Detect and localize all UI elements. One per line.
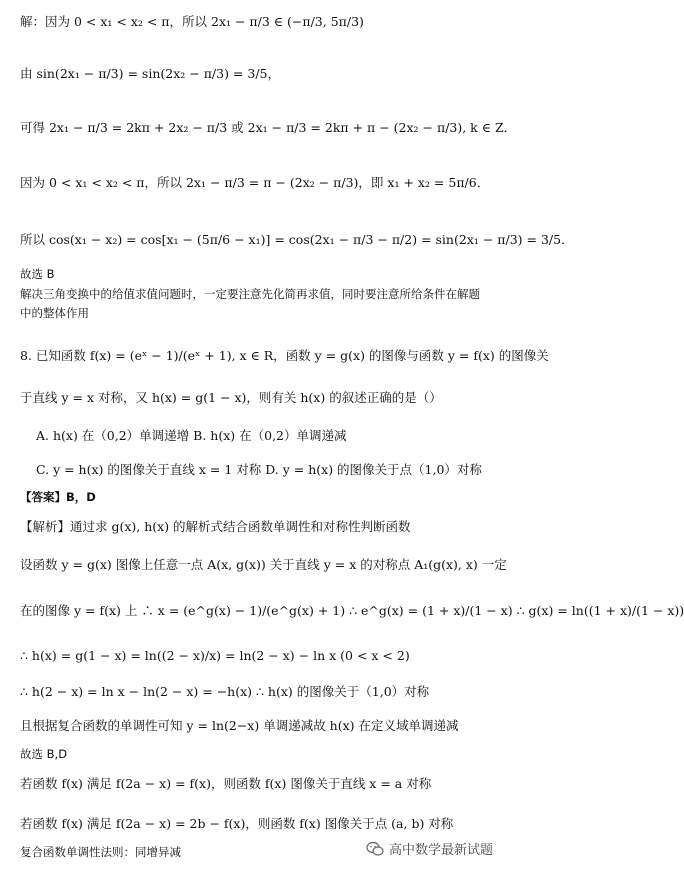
analysis-line: 【解析】通过求 g(x), h(x) 的解析式结合函数单调性和对称性判断函数 (20, 519, 411, 534)
options-row-ab: A. h(x) 在（0,2）单调递增 B. h(x) 在（0,2）单调递减 (36, 428, 347, 443)
watermark-text: 高中数学最新试题 (388, 843, 493, 858)
derivation-line-1: 设函数 y = g(x) 图像上任意一点 A(x, g(x)) 关于直线 y = x 的对称点 A₁(g(x), x) 一定 (20, 557, 507, 572)
solution-line-1: 解：因为 0 < x₁ < x₂ < π，所以 2x₁ − π/3 ∈ (−π/3, 5π/3) (20, 14, 364, 29)
derivation-line-4: ∴ h(2 − x) = ln x − ln(2 − x) = −h(x) ∴ h(x) 的图像关于（1,0）对称 (20, 684, 430, 699)
answer-line: 故选 B (20, 267, 55, 281)
choice-line: 故选 B,D (20, 747, 68, 761)
solution-line-3: 可得 2x₁ − π/3 = 2kπ + 2x₂ − π/3 或 2x₁ − π/3 = 2kπ + π − (2x₂ − π/3), k ∈ Z． (20, 120, 517, 135)
rule-line-2: 若函数 f(x) 满足 f(2a − x) = 2b − f(x)，则函数 f(x) 图像关于点 (a, b) 对称 (20, 816, 454, 831)
solution-line-4: 因为 0 < x₁ < x₂ < π，所以 2x₁ − π/3 = π − (2x₂ − π/3)，即 x₁ + x₂ = 5π/6． (20, 175, 490, 190)
derivation-line-2: 在的图像 y = f(x) 上 ∴ x = (e^g(x) − 1)/(e^g(x) + 1) ∴ e^g(x) = (1 + x)/(1 − x) ∴ g(x) = ln((1 + x)/(1 − x)) (20, 603, 684, 618)
options-row-cd: C. y = h(x) 的图像关于直线 x = 1 对称 D. y = h(x) 的图像关于点（1,0）对称 (36, 462, 482, 477)
answer-label: 【答案】B，D (20, 490, 96, 504)
note-line-1: 解决三角变换中的给值求值问题时，一定要注意先化简再求值，同时要注意所给条件在解题 (20, 287, 480, 301)
question-8-stem-2: 于直线 y = x 对称，又 h(x) = g(1 − x)，则有关 h(x) 的叙述正确的是（） (20, 390, 442, 405)
rule-line-3: 复合函数单调性法则：同增异减 (20, 845, 181, 859)
solution-line-5: 所以 cos(x₁ − x₂) = cos[x₁ − (5π/6 − x₁)] = cos(2x₁ − π/3 − π/2) = sin(2x₁ − π/3) = 3/5． (20, 232, 574, 247)
watermark (366, 839, 493, 858)
derivation-line-3: ∴ h(x) = g(1 − x) = ln((2 − x)/x) = ln(2 − x) − ln x (0 < x < 2) (20, 648, 410, 663)
wechat-icon (366, 841, 384, 857)
solution-line-2: 由 sin(2x₁ − π/3) = sin(2x₂ − π/3) = 3/5， (20, 66, 280, 81)
rule-line-1: 若函数 f(x) 满足 f(2a − x) = f(x)，则函数 f(x) 图像关于直线 x = a 对称 (20, 776, 432, 791)
derivation-line-5: 且根据复合函数的单调性可知 y = ln(2−x) 单调递减故 h(x) 在定义域单调递减 (20, 718, 459, 733)
note-line-2: 中的整体作用 (20, 306, 89, 320)
question-8-stem-1: 8. 已知函数 f(x) = (eˣ − 1)/(eˣ + 1), x ∈ R，函数 y = g(x) 的图像与函数 y = f(x) 的图像关 (20, 348, 549, 363)
